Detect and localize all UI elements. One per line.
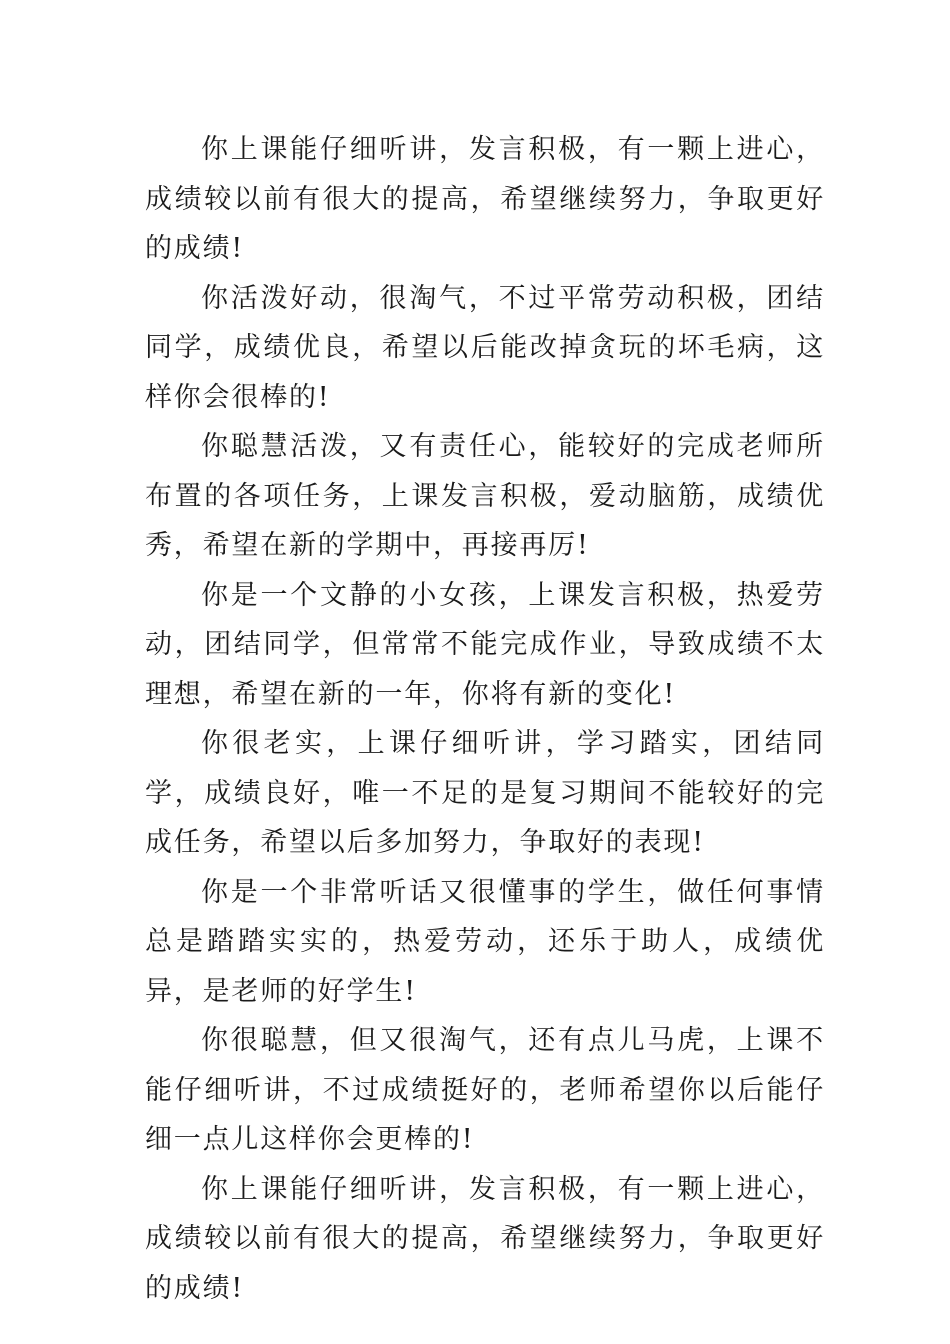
paragraph-7: 你很聪慧，但又很淘气，还有点儿马虎，上课不能仔细听讲，不过成绩挺好的，老师希望你以后能仔细一点儿这样你会更棒的! (145, 1025, 825, 1155)
document-body (145, 125, 825, 1313)
paragraph-3: 你聪慧活泼，又有责任心，能较好的完成老师所布置的各项任务，上课发言积极，爱动脑筋，成绩优秀，希望在新的学期中，再接再厉! (145, 431, 825, 561)
paragraph-5: 你很老实，上课仔细听讲，学习踏实，团结同学，成绩良好，唯一不足的是复习期间不能较好的完成任务，希望以后多加努力，争取好的表现! (145, 728, 825, 858)
paragraph-4: 你是一个文静的小女孩，上课发言积极，热爱劳动，团结同学，但常常不能完成作业，导致成绩不太理想，希望在新的一年，你将有新的变化! (145, 579, 825, 710)
paragraph-8: 你上课能仔细听讲，发言积极，有一颗上进心，成绩较以前有很大的提高，希望继续努力，争取更好的成绩! (145, 1173, 825, 1304)
paragraph-6: 你是一个非常听话又很懂事的学生，做任何事情总是踏踏实实的，热爱劳动，还乐于助人，成绩优异，是老师的好学生! (145, 876, 825, 1007)
paragraph-1: 你上课能仔细听讲，发言积极，有一颗上进心，成绩较以前有很大的提高，希望继续努力，争取更好的成绩! (145, 134, 825, 264)
paragraph-2: 你活泼好动，很淘气，不过平常劳动积极，团结同学，成绩优良，希望以后能改掉贪玩的坏毛病，这样你会很棒的! (145, 282, 825, 413)
